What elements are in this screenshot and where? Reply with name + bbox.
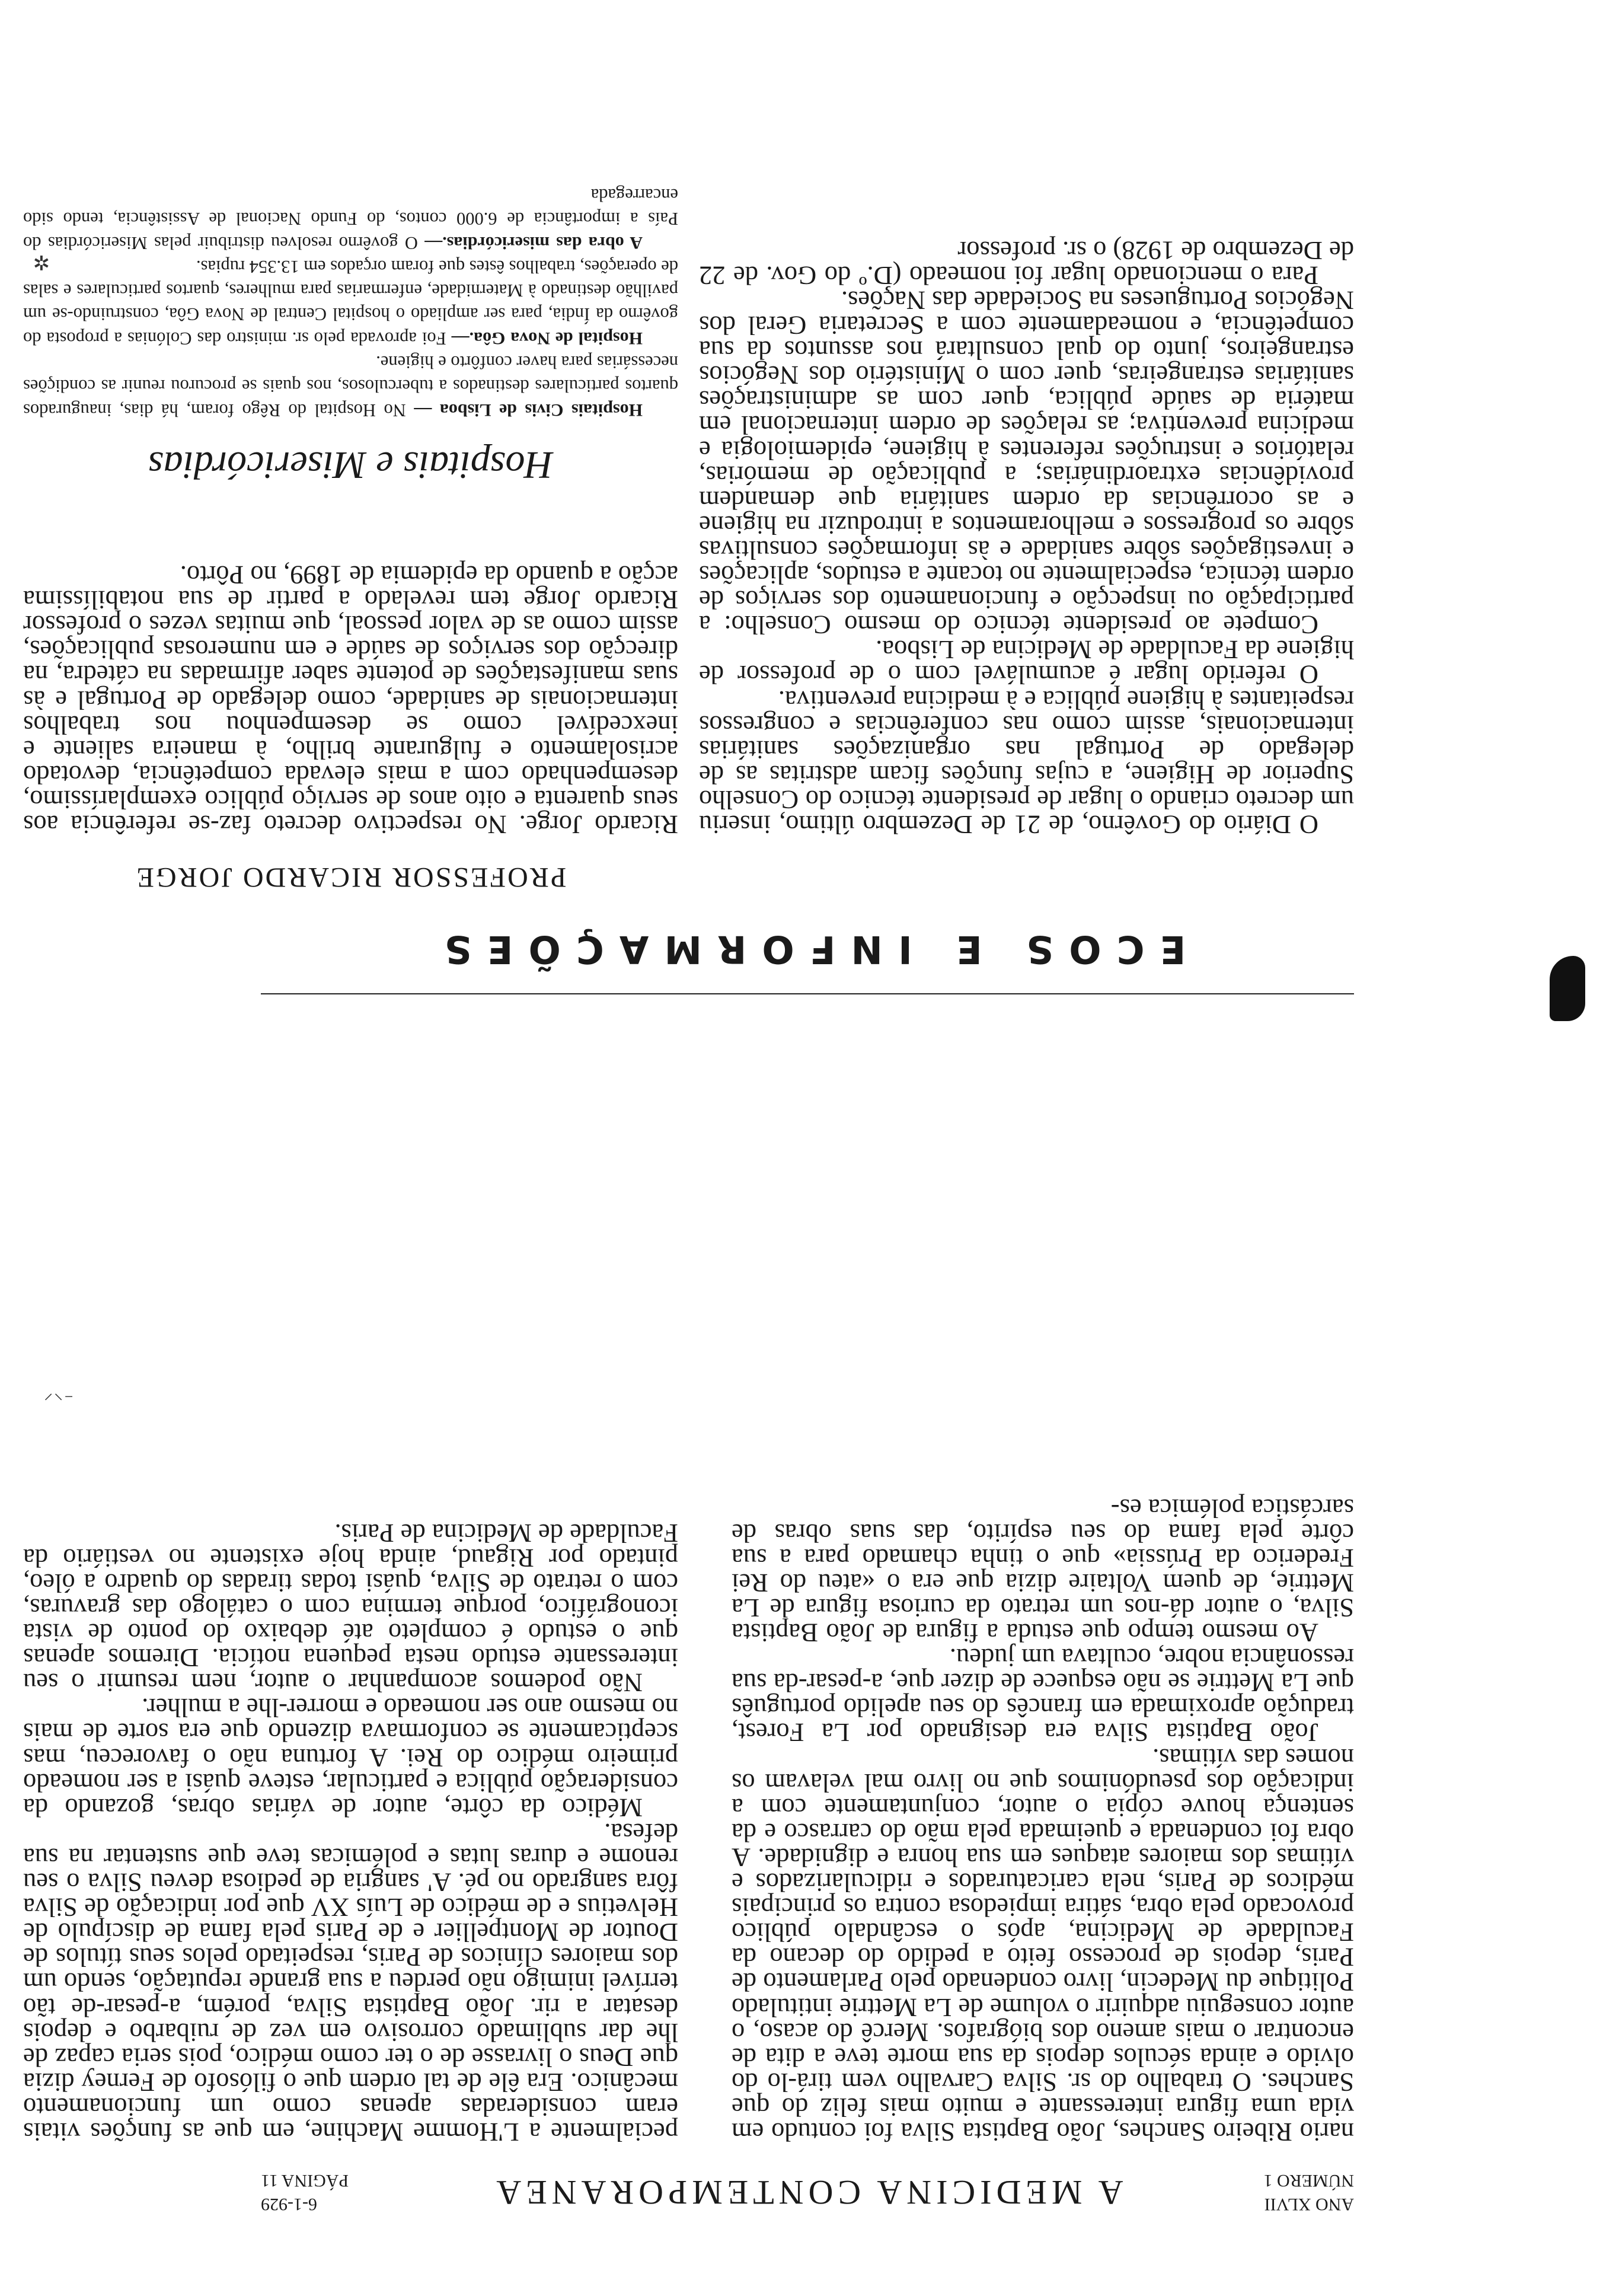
journal-title: A MEDICINA CONTEMPORANEA: [491, 2173, 1123, 2212]
page-number: PÁGINA 11: [261, 2171, 349, 2190]
article-title: PROFESSOR RICARDO JORGE: [135, 862, 567, 893]
hospital-news-item: [23, 183, 678, 255]
pencil-mark: ⁻⸌⸍: [43, 1383, 74, 1404]
page-header: [261, 2169, 1354, 2216]
news-lead: Hospitais Civis de Lisboa —: [414, 400, 643, 420]
hospitals-column: [23, 66, 678, 422]
paragraph: João Baptista Silva era designado por La Forest, tradução aproximada em francês do seu apelido português que La Mettrie se não esquece de dizer que, a-pesar-da sua ressonância nobre, ocultava um judeu.: [732, 1643, 1354, 1748]
top-right-column: [23, 1006, 678, 2145]
paragraph: O Diário do Govêrno, de 21 de Dezembro último, inseriu um decreto criando o lugar de presidente técnico do Conselho Superior de Higiene, a cujas funções ficam adstritas as de delegado de Portugal nas organizações sanitárias internacionais, assim como nas conferências e congressos respeitantes à higiene pública e à medicina preventiva.: [699, 685, 1354, 840]
volume-year: ANO XLVII: [1264, 2195, 1354, 2214]
date-page-info: [261, 2169, 349, 2216]
news-text: O govêrno resolveu distribuir pelas Misericórdias do País a importância de 6.000 contos, do Fundo Nacional de Assistência, tendo sido encarregada: [23, 185, 678, 253]
issue-number: NÚMERO 1: [1263, 2171, 1354, 2190]
bottom-left-column: [699, 1, 1354, 840]
paragraph: Ao mesmo tempo que estuda a figura de João Baptista Silva, o autor dá-nos um retrato da curiosa figura de La Mettrie, de quem Voltaire dizia que era o «ateu do Rei Frederico da Prússia» que o tinha chamado para a sua côrte pela fama do seu espírito, das suas obras de sarcástica polémica es-: [732, 1493, 1354, 1648]
news-text: Foi aprovada pelo sr. ministro das Colónias a proposta do govêrno da Índia, para ser ampliado o hospital Central de Nova Gôa, construindo-se um pavilhão destinado à Maternidade, enfermarias para mulheres, quartos particulares e salas de operações, trabalhos êstes que foram orçados em 13.354 rupias.: [23, 257, 678, 349]
hospital-news-item: [23, 350, 678, 422]
section-title: ECOS E INFORMAÇÕES: [429, 927, 1186, 971]
paragraph: pecialmente a L'Homme Machine, em que as funções vitais eram consideradas apenas como um funcionamento mecânico. Era êle de tal ordem que o filósofo de Ferney dizia que Deus o livrasse de o ter como médico, pois seria capaz de lhe dar sublimado corrosivo em vez de ruibarbo e depois desatar a rir. João Baptista Silva, porém, a-pesar-de tão terrível inimigo não perdeu a sua grande reputação, sendo um dos maiores clínicos de Paris, respeitado pelos seus títulos de Doutor de Montpellier e de Paris pela fama de discípulo de Helvetius e de médico de Luís XV que por indicação de Silva fôra sangrado no pé. A' sangria de pediosa deveu Silva o seu renome e duras lutas e polémicas teve que sustentar na sua defesa.: [23, 1817, 678, 2147]
paragraph: Compete ao presidente técnico do mesmo Conselho: a participação ou inspecção e funcionamento dos serviços de ordem técnica, especialmente no tocante a estudos, aplicações e investigações sôbre sanidade e às informações consultivas sôbre os progressos e melhoramentos a introduzir na higiene e as ocorrências da ordem sanitária que demandem providências extraordinárias; a publicação de memórias, relatórios e instruções referentes à higiene, epidemiologia e medicina preventiva; as relações de ordem internacional em matéria de saúde pública, quer com as administrações sanitárias estrangeiras, quer com o Ministério dos Negócios estrangeiros, junto do qual consultará nos assuntos da sua competência, e nomeadamente com a Secretaria Geral dos Negócios Portugueses na Sociedade das Nações.: [699, 286, 1354, 640]
section-divider: [261, 993, 1354, 994]
bottom-right-column: [23, 505, 678, 840]
scan-blemish: [1550, 956, 1585, 1021]
top-left-column: [732, 1006, 1354, 2145]
news-text: No Hospital do Rêgo foram, há dias, inaugurados quartos particulares destinados a tuberculosos, nos quais se procurou reunir as condições necessárias para haver confôrto e higiene.: [23, 352, 678, 420]
paragraph: Não podemos acompanhar o autor, nem resumir o seu interessante estudo nesta pequena notícia. Diremos apenas que o estudo é completo até debaixo do ponto de vista iconográfico, porque termina com o catálogo das gravuras, com o retrato de Silva, quási todas tiradas do quadro a óleo, pintado por Rigaud, ainda hoje existente no vestiário da Faculdade de Medicina de Paris.: [23, 1518, 678, 1698]
news-lead: A obra das misericórdias.—: [424, 233, 643, 253]
paragraph: Médico da côrte, autor de várias obras, gozando da consideração pública e particular, esteve quási a ser nomeado primeiro médico do Rei. A fortuna não o favoreceu, mas scepticamente se conformava dizendo que era sorte de mais no mesmo ano ser nomeado e morrer-lhe a mulher.: [23, 1693, 678, 1823]
issue-date: 6-1-929: [261, 2195, 317, 2214]
hospitals-section-title: Hospitais e Misericórdias: [148, 444, 554, 487]
paragraph: Para o mencionado lugar foi nomeado (D.º do Gov. de 22 de Dezembro de 1928) o sr. professor: [699, 235, 1354, 291]
news-lead: Hospital de Nova Gôa.—: [451, 329, 643, 348]
hospital-news-item: [23, 255, 678, 350]
paragraph: Ricardo Jorge. No respectivo decreto faz-se referência aos seus quarenta e oito anos de serviço público exemplaríssimo, desempenhado com a mais elevada competência, devotado acrisolamento e fulgurante brilho, à maneira saliente e inexcedível como se desempenhou nos trabalhos internacionais de sanidade, como delegado de Portugal e às suas manifestações de potente saber afirmadas na cátedra, na direcção dos serviços de saúde e em numerosas publicações, assim como as de valor pessoal, que muitas vezes o professor Ricardo Jorge tem revelado a partir de sua notabilíssima acção a quando da epidemia de 1899, no Pôrto.: [23, 560, 678, 840]
paragraph: nario Ribeiro Sanches, João Baptista Silva foi contudo em vida uma figura interessante e muito mais feliz do que Sanches. O trabalho do sr. Silva Carvalho vem tirá-lo do olvido e ainda séculos depois da sua morte teve a dita de encontrar o mais ameno dos biógrafos. Mercê do acaso, o autor conseguiu adquirir o volume de La Mettrie intitulado Politique du Medecin, livro condenado pelo Parlamento de Paris, depois de processo feito a pedido do decano da Faculdade de Medicina, após o escândalo público provocado pela obra, sátira impiedosa contra os principais médicos de Paris, nela caricaturados e ridicularizados e vítimas dos maiores ataques em sua honra e dignidade. A obra foi condenada e queimada pela mão do carrasco e da sentença houve cópia o autor, conjuntamente com a indicação dos pseudónimos que no livro mal velavam os nomes das vítimas.: [732, 1743, 1354, 2147]
ink-spot-mark: ✲: [33, 250, 50, 274]
paragraph: O referido lugar é acumulável com o de professor de higiene da Faculdade de Medicina de Lisboa.: [699, 635, 1354, 690]
